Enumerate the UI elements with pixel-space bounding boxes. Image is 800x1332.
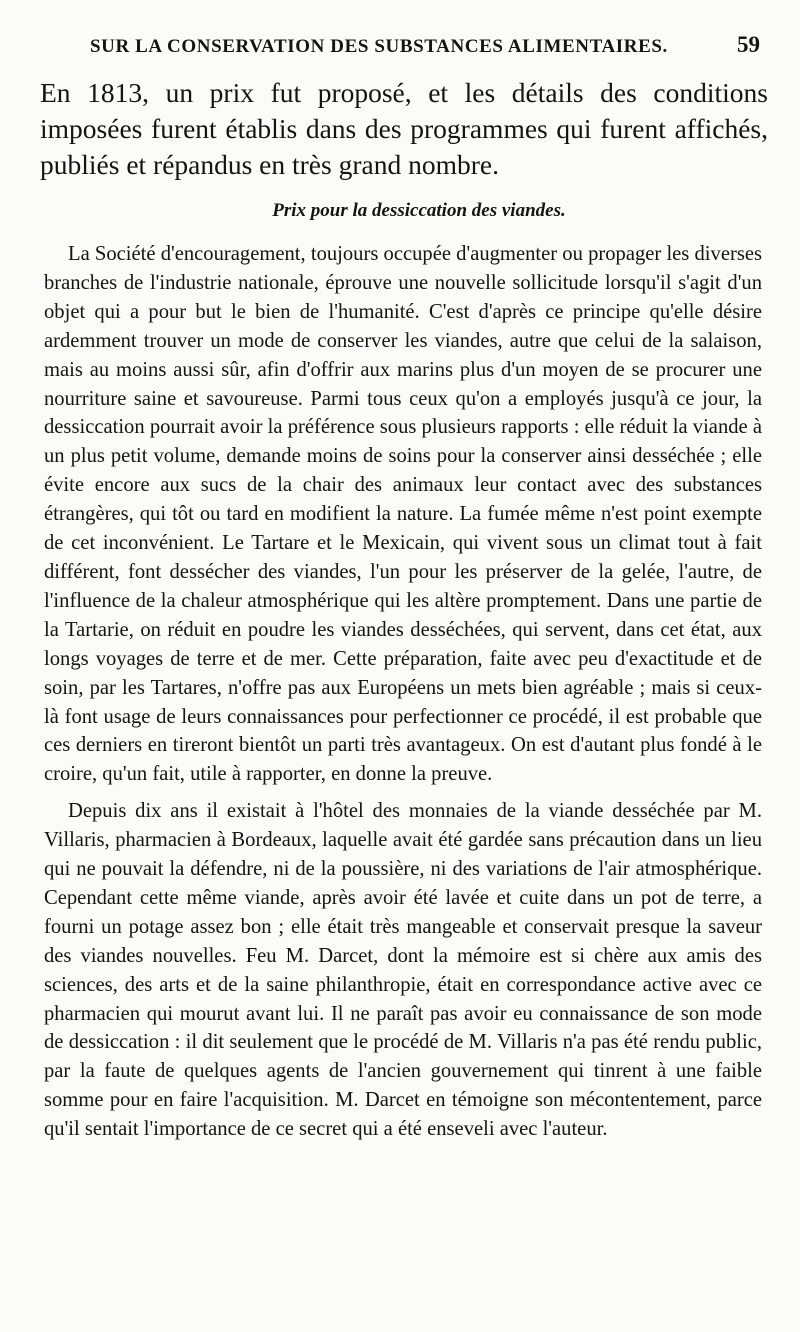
running-header — [60, 30, 766, 62]
running-title: SUR LA CONSERVATION DES SUBSTANCES ALIMENTAIRES. — [90, 36, 668, 57]
section-heading: Prix pour la dessiccation des viandes. — [272, 200, 566, 221]
body-text — [44, 240, 762, 1144]
lead-paragraph: En 1813, un prix fut proposé, et les détails des conditions imposées furent établis dans des programmes qui furent affichés, publiés et répandus en très grand nombre. — [40, 77, 768, 180]
page-number: 59 — [737, 32, 760, 57]
paragraph: Depuis dix ans il existait à l'hôtel des monnaies de la viande desséchée par M. Villaris, pharmacien à Bordeaux, laquelle avait été gardée sans précaution dans un lieu qui ne pouvait la défendre, ni de la poussière, ni des variations de l'air atmosphérique. Cependant cette même viande, après avoir été lavée et cuite dans un pot de terre, a fourni un potage assez bon ; elle était très mangeable et conservait presque la saveur des viandes nouvelles. Feu M. Darcet, dont la mémoire est si chère aux amis des sciences, des arts et de la saine philanthropie, était en correspondance active avec ce pharmacien qui mourut avant lui. Il ne paraît pas avoir eu connaissance de son mode de dessiccation : il dit seulement que le procédé de M. Villaris n'a pas été rendu public, par la faute de quelques agents de l'ancien gouvernement qui tinrent à une faible somme pour en faire l'acquisition. M. Darcet en témoigne son mécontentement, parce qu'il sentait l'importance de ce secret qui a été enseveli avec l'auteur. — [44, 800, 762, 1141]
paragraph: La Société d'encouragement, toujours occupée d'augmenter ou propager les diverses branches de l'industrie nationale, éprouve une nouvelle sollicitude lorsqu'il s'agit d'un objet qui a pour but le bien de l'humanité. C'est d'après ce principe qu'elle désire ardemment trouver un mode de conserver les viandes, autre que celui de la salaison, mais au moins aussi sûr, afin d'offrir aux marins plus d'un moyen de se procurer une nourriture saine et savoureuse. Parmi tous ceux qu'on a employés jusqu'à ce jour, la dessiccation pourrait avoir la préférence sous plusieurs rapports : elle réduit la viande à un plus petit volume, demande moins de soins pour la conserver ainsi desséchée ; elle évite encore aux sucs de la chair des animaux leur contact avec des substances étrangères, qui tôt ou tard en modifient la nature. La fumée même n'est point exempte de cet inconvénient. Le Tartare et le Mexicain, qui vivent sous un climat tout à fait différent, font dessécher des viandes, l'un pour les préserver de la gelée, l'autre, de l'influence de la chaleur atmosphérique qui les altère promptement. Dans une partie de la Tartarie, on réduit en poudre les viandes desséchées, qui servent, dans cet état, aux longs voyages de terre et de mer. Cette préparation, faite avec peu d'exactitude et de soin, par les Tartares, n'offre pas aux Européens un mets bien agréable ; mais si ceux-là font usage de leurs connaissances pour perfectionner ce procédé, il est probable que ces derniers en tireront bientôt un parti très avantageux. On est d'autant plus fondé à le croire, qu'un fait, utile à rapporter, en donne la preuve. — [44, 243, 762, 786]
